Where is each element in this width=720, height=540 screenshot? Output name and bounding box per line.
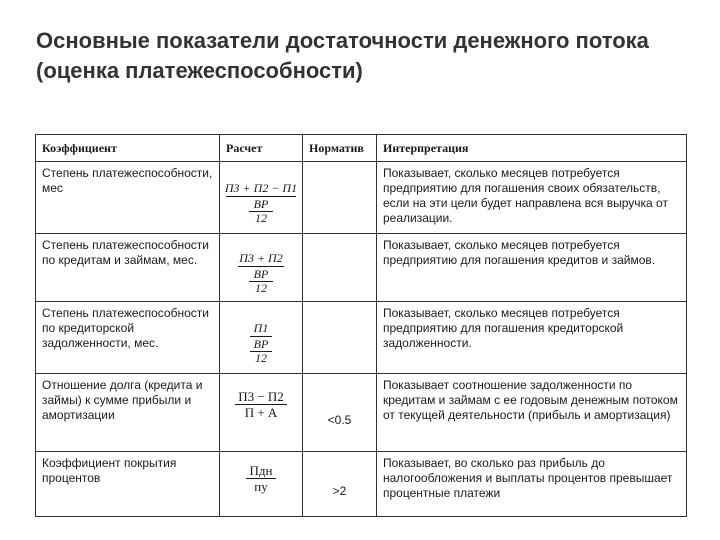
formula-denominator: BP — [253, 197, 269, 211]
formula-numerator: П3 + П2 − П1 — [224, 181, 298, 195]
row-interpretation: Показывает, во сколько раз прибыль до налогообложения и выплаты процентов превышает процентные платежи — [377, 452, 687, 517]
table-header-row — [36, 135, 687, 162]
row-norm — [303, 302, 377, 374]
formula-numerator: Пдн — [249, 463, 273, 478]
formula-numerator: П3 − П2 — [238, 389, 284, 404]
formula-denominator: пу — [254, 479, 268, 494]
table-row — [36, 162, 687, 234]
row-norm — [303, 374, 377, 452]
header-norm: Норматив — [303, 135, 377, 162]
row-formula — [220, 302, 303, 374]
page-title: Основные показатели достаточности денежного потока (оценка платежеспособности) — [36, 28, 649, 83]
row-formula — [220, 162, 303, 234]
row-norm — [303, 234, 377, 302]
table-row — [36, 374, 687, 452]
row-interpretation: Показывает, сколько месяцев потребуется предприятию для погашения своих обязательств, если на эти цели будет направлена вся выручка от реализации. — [377, 162, 687, 234]
row-interpretation: Показывает, сколько месяцев потребуется предприятию для погашения кредиторской задолженности. — [377, 302, 687, 374]
norm-value: >2 — [332, 484, 347, 498]
table-row — [36, 452, 687, 517]
formula-denominator: BP — [253, 267, 269, 281]
row-norm — [303, 162, 377, 234]
row-name: Коэффициент покрытия процентов — [36, 452, 220, 517]
row-formula — [220, 234, 303, 302]
row-norm — [303, 452, 377, 517]
table-row — [36, 302, 687, 374]
table-row — [36, 234, 687, 302]
header-coefficient: Коэффициент — [36, 135, 220, 162]
row-name: Степень платежеспособности, мес — [36, 162, 220, 234]
row-formula — [220, 452, 303, 517]
formula-sub-denominator: 12 — [255, 351, 267, 365]
header-interpretation: Интерпретация — [377, 135, 687, 162]
formula-numerator: П3 + П2 — [239, 251, 283, 265]
formula-sub-denominator: 12 — [255, 211, 267, 225]
indicators-table — [35, 134, 687, 517]
row-name: Степень платежеспособности по кредиторской задолженности, мес. — [36, 302, 220, 374]
formula-sub-denominator: 12 — [255, 281, 267, 295]
row-interpretation: Показывает соотношение задолженности по кредитам и займам с ее годовым денежным потоком от текущей деятельности (прибыль и амортизация) — [377, 374, 687, 452]
row-name: Степень платежеспособности по кредитам и займам, мес. — [36, 234, 220, 302]
norm-value: <0.5 — [327, 412, 352, 427]
row-interpretation: Показывает, сколько месяцев потребуется предприятию для погашения кредитов и займов. — [377, 234, 687, 302]
formula-denominator: BP — [253, 337, 269, 351]
header-calculation: Расчет — [220, 135, 303, 162]
formula-denominator: П + А — [244, 405, 278, 420]
row-name: Отношение долга (кредита и займы) к сумме прибыли и амортизации — [36, 374, 220, 452]
row-formula — [220, 374, 303, 452]
formula-numerator: П1 — [253, 321, 269, 335]
